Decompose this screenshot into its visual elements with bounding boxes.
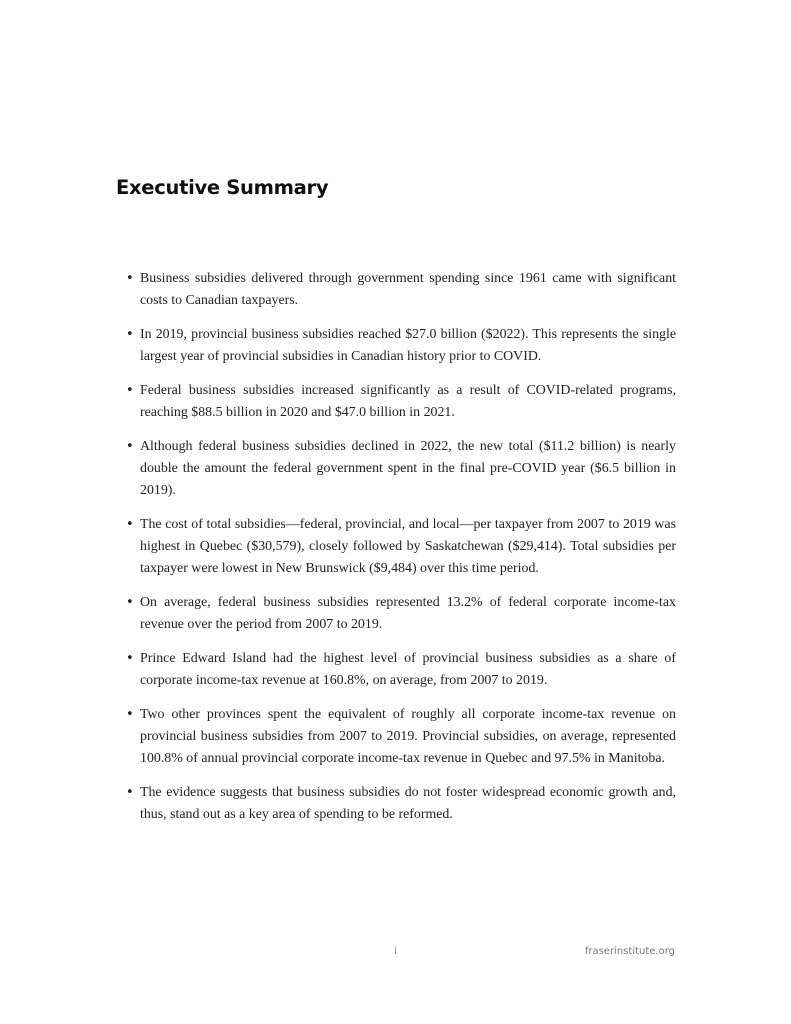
list-item (126, 592, 676, 636)
list-item (126, 380, 676, 424)
bullet-icon: • (126, 595, 134, 610)
bullet-text: In 2019, provincial business subsidies reached $27.0 billion ($2022). This represents the single largest year of provincial subsidies in Canadian history prior to COVID. (140, 327, 676, 364)
bullet-icon: • (126, 439, 134, 454)
list-item (126, 782, 676, 826)
bullet-text: Business subsidies delivered through government spending since 1961 came with significant costs to Canadian taxpayers. (140, 271, 676, 308)
list-item (126, 514, 676, 580)
bullet-text: Federal business subsidies increased significantly as a result of COVID-related programs, reaching $88.5 billion in 2020 and $47.0 billion in 2021. (140, 383, 676, 420)
bullet-icon: • (126, 707, 134, 722)
bullet-icon: • (126, 517, 134, 532)
list-item (126, 436, 676, 502)
bullet-icon: • (126, 271, 134, 286)
bullet-text: Two other provinces spent the equivalent of roughly all corporate income-tax revenue on provincial business subsidies from 2007 to 2019. Provincial subsidies, on average, represented 100.8% of annual provincial corporate income-tax revenue in Quebec and 97.5% in Manitoba. (140, 707, 676, 766)
bullet-text: The evidence suggests that business subsidies do not foster widespread economic growth and, thus, stand out as a key area of spending to be reformed. (140, 785, 676, 822)
bullet-icon: • (126, 327, 134, 342)
bullet-text: The cost of total subsidies—federal, provincial, and local—per taxpayer from 2007 to 2019 was highest in Quebec ($30,579), closely followed by Saskatchewan ($29,414). Total subsidies per taxpayer were lowest in New Brunswick ($9,484) over this time period. (140, 517, 676, 576)
page-number: i (394, 946, 397, 957)
summary-bullet-list (126, 268, 676, 838)
bullet-text: On average, federal business subsidies represented 13.2% of federal corporate income-tax revenue over the period from 2007 to 2019. (140, 595, 676, 632)
list-item (126, 704, 676, 770)
bullet-text: Although federal business subsidies declined in 2022, the new total ($11.2 billion) is nearly double the amount the federal government spent in the final pre-COVID year ($6.5 billion in 2019). (140, 439, 676, 498)
bullet-icon: • (126, 383, 134, 398)
bullet-text: Prince Edward Island had the highest level of provincial business subsidies as a share of corporate income-tax revenue at 160.8%, on average, from 2007 to 2019. (140, 651, 676, 688)
bullet-icon: • (126, 785, 134, 800)
list-item (126, 324, 676, 368)
list-item (126, 648, 676, 692)
list-item (126, 268, 676, 312)
bullet-icon: • (126, 651, 134, 666)
footer-url: fraserinstitute.org (584, 946, 675, 957)
page-title: Executive Summary (116, 176, 329, 199)
